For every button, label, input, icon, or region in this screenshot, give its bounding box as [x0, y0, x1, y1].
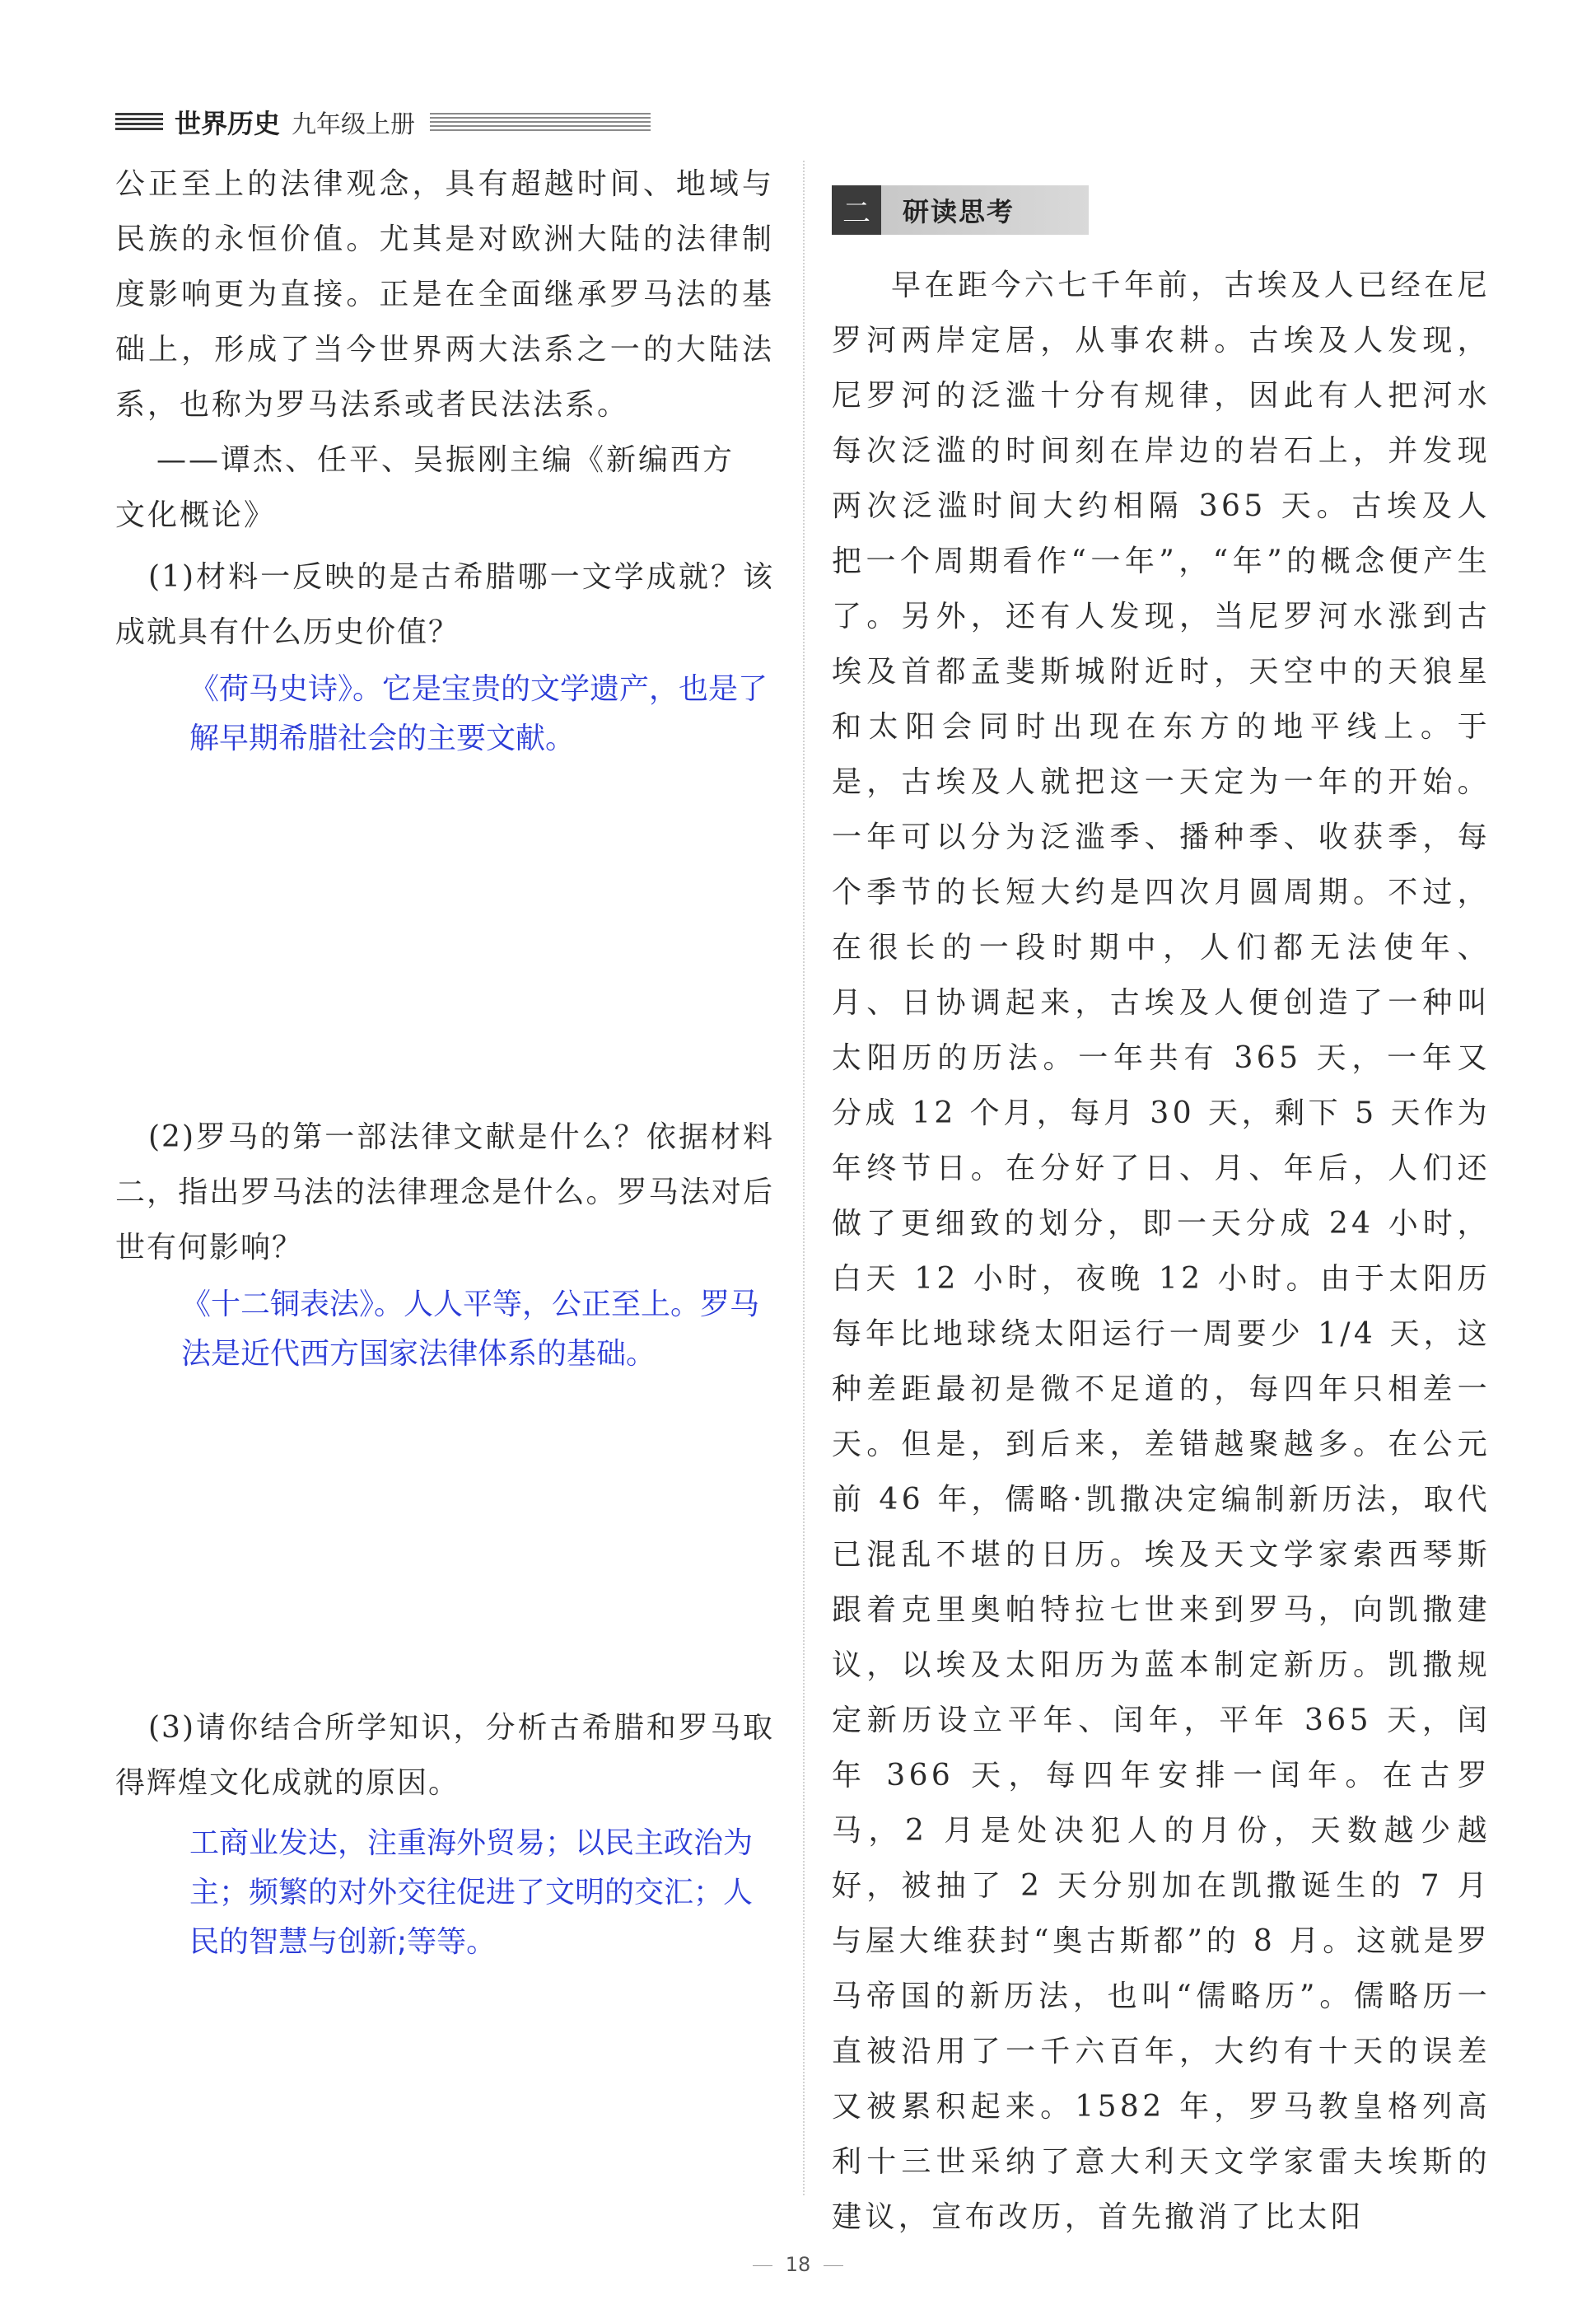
reading-paragraph: 早在距今六七千年前，古埃及人已经在尼罗河两岸定居，从事农耕。古埃及人发现，尼罗河的泛滥十分有规律，因此有人把河水每次泛滥的时间刻在岸边的岩石上，并发现两次泛滥时间大约相隔 365 天。古埃及人把一个周期看作“一年”，“年”的概念便产生了。另外，还有人发现，当尼罗河水涨到古埃及首都孟斐斯城附近时，天空中的天狼星和太阳会同时出现在东方的地平线上。于是，古埃及人就把这一天定为一年的开始。一年可以分为泛滥季、播种季、收获季，每个季节的长短大约是四次月圆周期。不过，在很长的一段时期中，人们都无法使年、月、日协调起来，古埃及人便创造了一种叫太阳历的历法。一年共有 365 天，一年又分成 12 个月，每月 30 天，剩下 5 天作为年终节日。在分好了日、月、年后，人们还做了更细致的划分，即一天分成 24 小时，白天 12 小时，夜晚 12 小时。由于太阳历每年比地球绕太阳运行一周要少 1/4 天，这种差距最初是微不足道的，每四年只相差一天。但是，到后来，差错越聚越多。在公元前 46 年，儒略·凯撒决定编制新历法，取代已混乱不堪的日历。埃及天文学家索西琴斯跟着克里奥帕特拉七世来到罗马，向凯撒建议，以埃及太阳历为蓝本制定新历。凯撒规定新历设立平年、闰年，平年 365 天，闰年 366 天，每四年安排一闰年。在古罗马，2 月是处决犯人的月份，天数越少越好，被抽了 2 天分别加在凯撒诞生的 7 月与屋大维获封“奥古斯都”的 8 月。这就是罗马帝国的新历法，也叫“儒略历”。儒略历一直被沿用了一千六百年，大约有十天的误差又被累积起来。1582 年，罗马教皇格列高利十三世采纳了意大利天文学家雷夫埃斯的建议，宣布改历，首先撤消了比太阳 [832, 269, 1491, 2234]
question-3: (3)请你结合所学知识，分析古希腊和罗马取得辉煌文化成就的原因。 [115, 1711, 774, 1800]
answer-3: 工商业发达，注重海外贸易；以民主政治为主；频繁的对外交往促进了文明的交汇；人民的智慧与创新;等等。 [189, 1826, 754, 1959]
page-number: 18 [785, 2253, 811, 2276]
section-title: 研读思考 [881, 185, 1089, 235]
header-lines-decoration [430, 113, 651, 131]
section-number: 二 [832, 185, 881, 235]
citation: ——谭杰、任平、吴振刚主编《新编西方 [156, 443, 735, 477]
answer-2: 《十二铜表法》。人人平等，公正至上。罗马法是近代西方国家法律体系的基础。 [181, 1288, 760, 1371]
page-header [115, 99, 651, 145]
answer-1: 《荷马史诗》。它是宝贵的文学遗产，也是了解早期希腊社会的主要文献。 [189, 672, 768, 755]
book-subtitle: 九年级上册 [292, 110, 416, 139]
column-divider [803, 161, 805, 2195]
material-paragraph: 公正至上的法律观念，具有超越时间、地域与民族的永恒价值。尤其是对欧洲大陆的法律制度影响更为直接。正是在全面继承罗马法的基础上，形成了当今世界两大法系之一的大陆法系，也称为罗马法系或者民法法系。 [115, 167, 774, 422]
page-footer [0, 2253, 1596, 2276]
question-1: (1)材料一反映的是古希腊哪一文学成就？该成就具有什么历史价值？ [115, 560, 774, 649]
citation-tail: 文化概论》 [115, 498, 277, 532]
question-2: (2)罗马的第一部法律文献是什么？依据材料二，指出罗马法的法律理念是什么。罗马法对后世有何影响？ [115, 1120, 774, 1264]
book-title: 世界历史 [175, 108, 281, 139]
section-label [832, 185, 1089, 235]
footer-dash-right [824, 2265, 843, 2266]
right-column [832, 185, 1491, 2245]
left-column [115, 157, 774, 1967]
footer-dash-left [753, 2265, 772, 2266]
header-bars-decoration [115, 113, 163, 131]
